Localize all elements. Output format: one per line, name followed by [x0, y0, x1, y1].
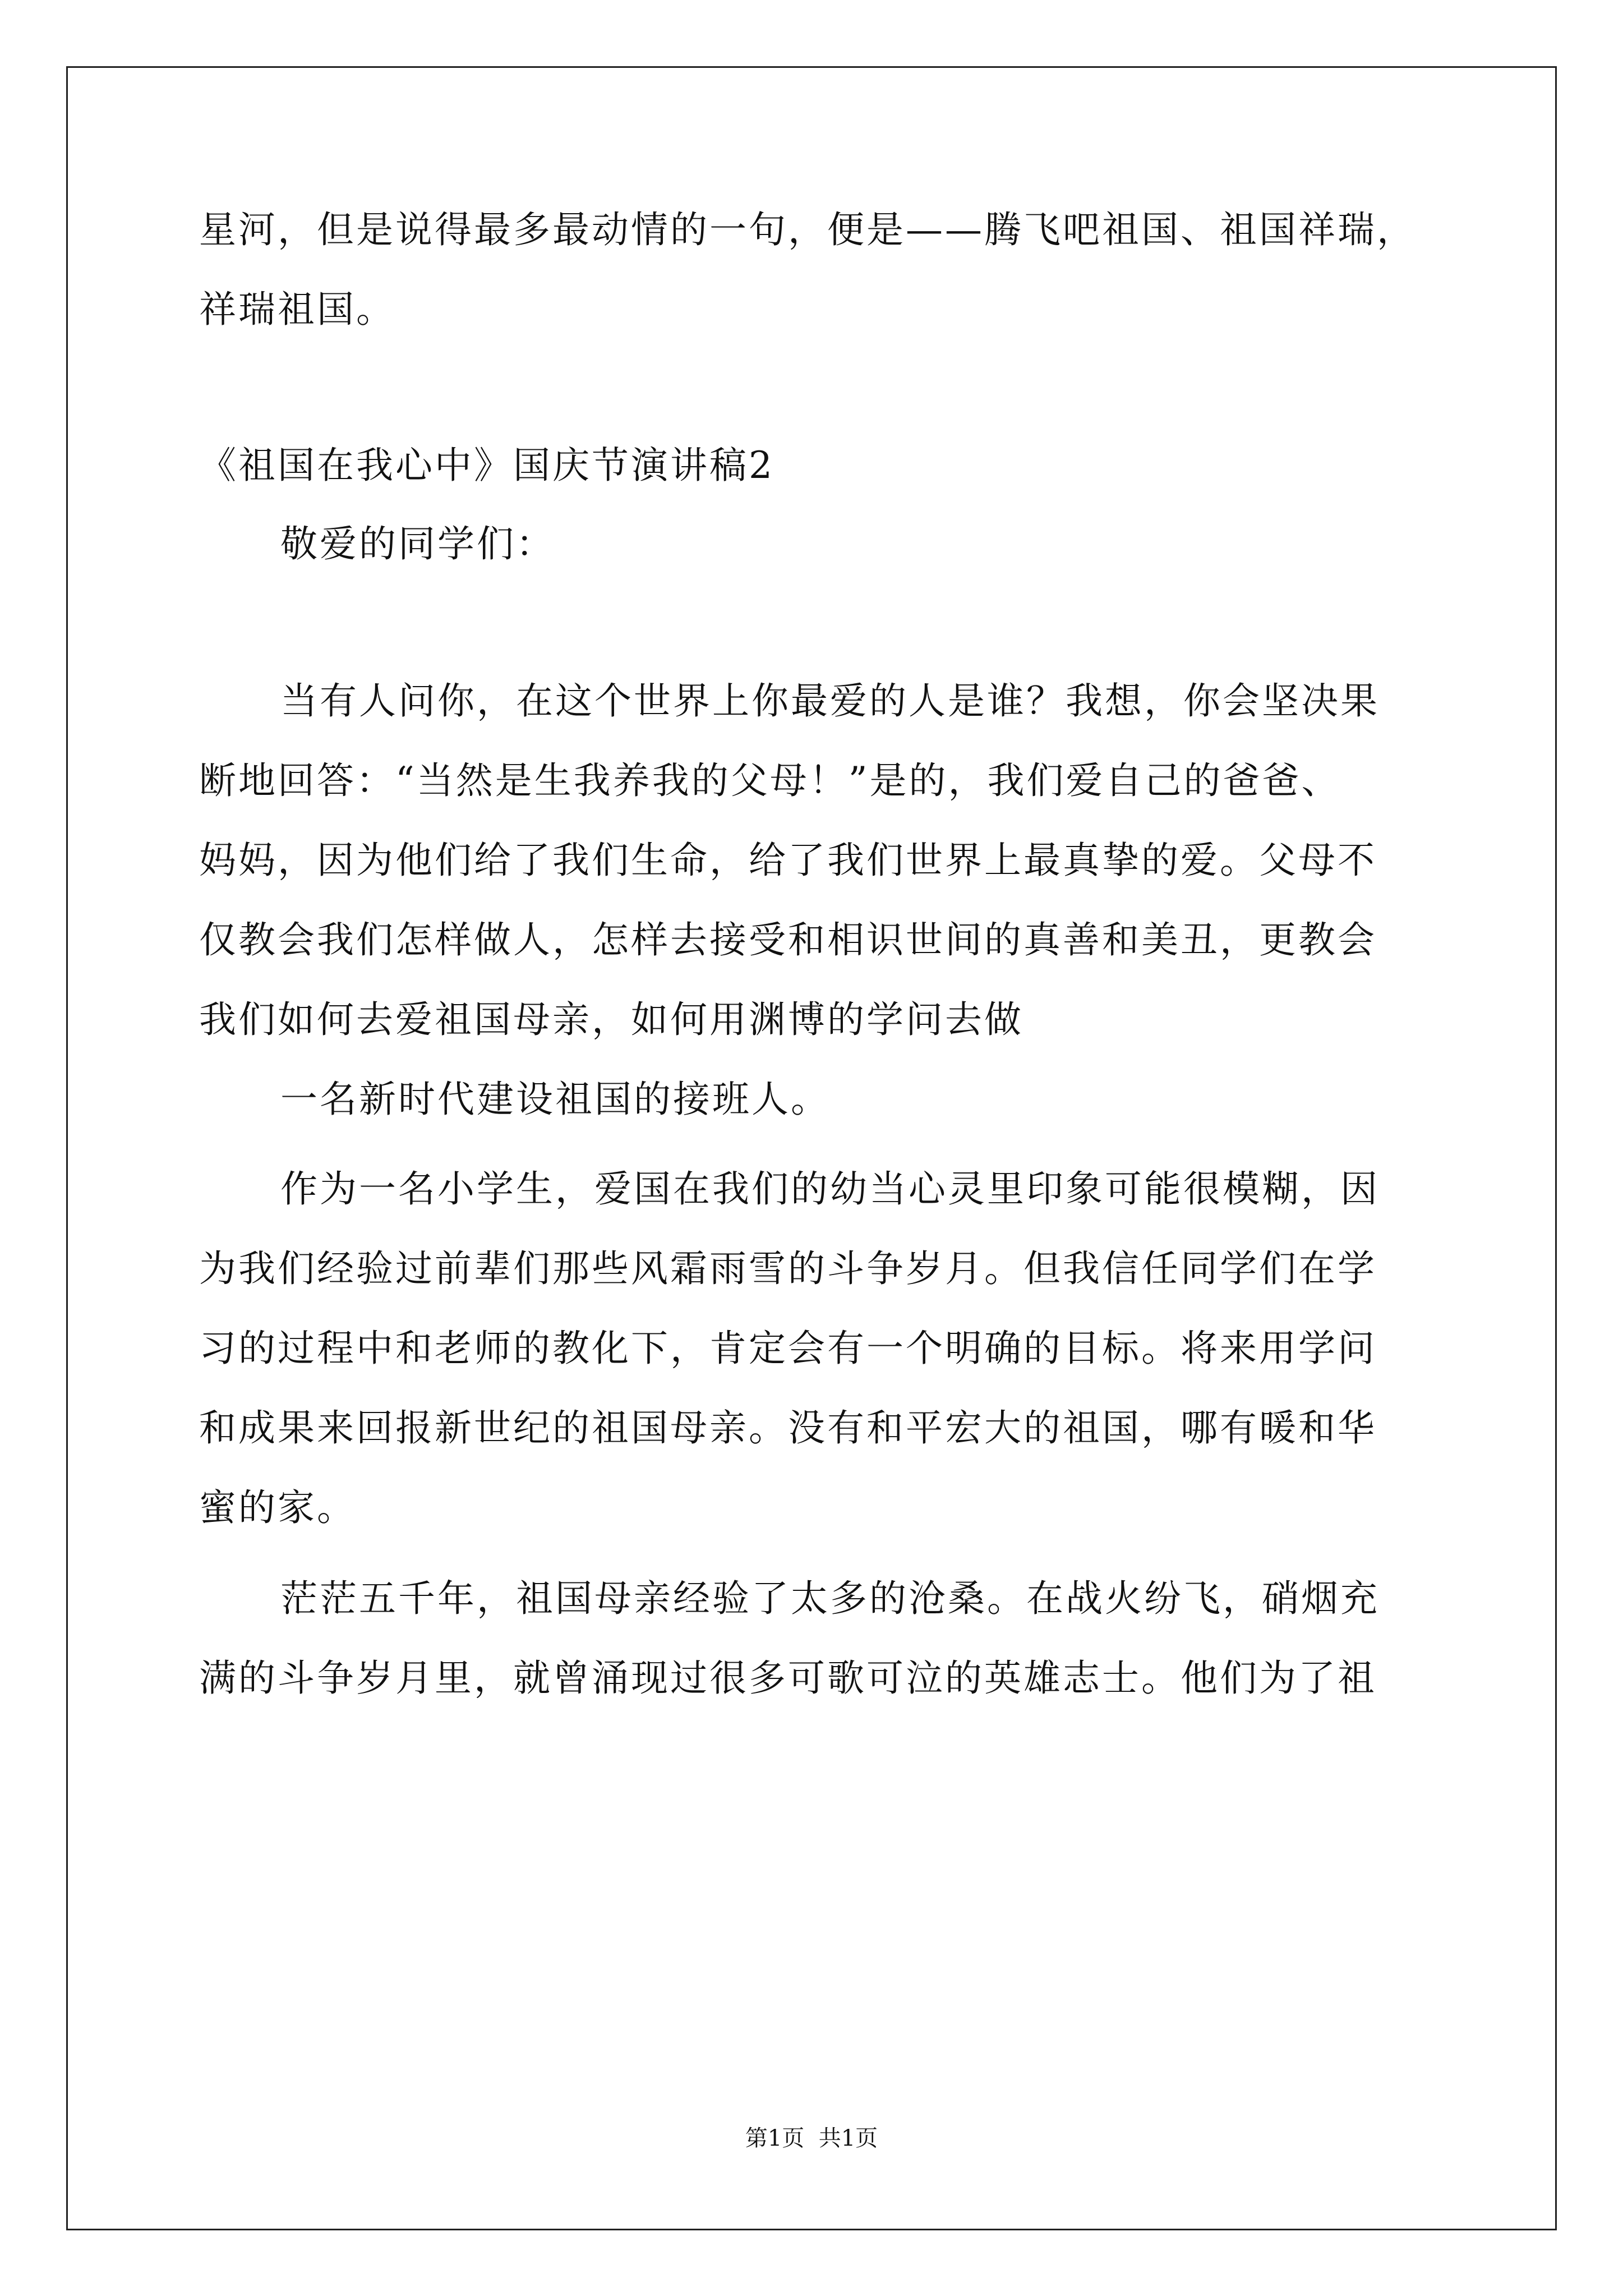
text-line: 茫茫五千年，祖国母亲经验了太多的沧桑。在战火纷飞，硝烟充 — [280, 1577, 1380, 1620]
text-line: 断地回答：“当然是生我养我的父母！”是的，我们爱自己的爸爸、 — [199, 759, 1341, 802]
text-line: 妈妈，因为他们给了我们生命，给了我们世界上最真挚的爱。父母不 — [199, 839, 1377, 882]
text-line: 满的斗争岁月里，就曾涌现过很多可歌可泣的英雄志士。他们为了祖 — [199, 1657, 1377, 1700]
text-line: 一名新时代建设祖国的接班人。 — [280, 1078, 830, 1121]
text-line: 仅教会我们怎样做人，怎样去接受和相识世间的真善和美丑，更教会 — [199, 918, 1377, 961]
text-line: 祥瑞祖国。 — [199, 288, 395, 331]
salutation: 敬爱的同学们： — [280, 522, 555, 565]
text-line: 和成果来回报新世纪的祖国母亲。没有和平宏大的祖国，哪有暖和华 — [199, 1406, 1377, 1450]
text-line: 我们如何去爱祖国母亲，如何用渊博的学问去做 — [199, 998, 1023, 1041]
page-border — [66, 66, 1557, 2230]
text-line: 习的过程中和老师的教化下，肯定会有一个明确的目标。将来用学问 — [199, 1327, 1377, 1370]
page-number-footer: 第1页 共1页 — [745, 2125, 878, 2151]
text-line: 蜜的家。 — [199, 1486, 356, 1529]
text-line: 星河，但是说得最多最动情的一句，便是——腾飞吧祖国、祖国祥瑞， — [199, 208, 1416, 251]
text-line: 为我们经验过前辈们那些风霜雨雪的斗争岁月。但我信任同学们在学 — [199, 1247, 1377, 1290]
section-heading: 《祖国在我心中》国庆节演讲稿2 — [199, 444, 774, 487]
text-line: 当有人问你，在这个世界上你最爱的人是谁？我想，你会坚决果 — [280, 679, 1380, 723]
text-line: 作为一名小学生，爱国在我们的幼当心灵里印象可能很模糊，因 — [280, 1167, 1380, 1211]
